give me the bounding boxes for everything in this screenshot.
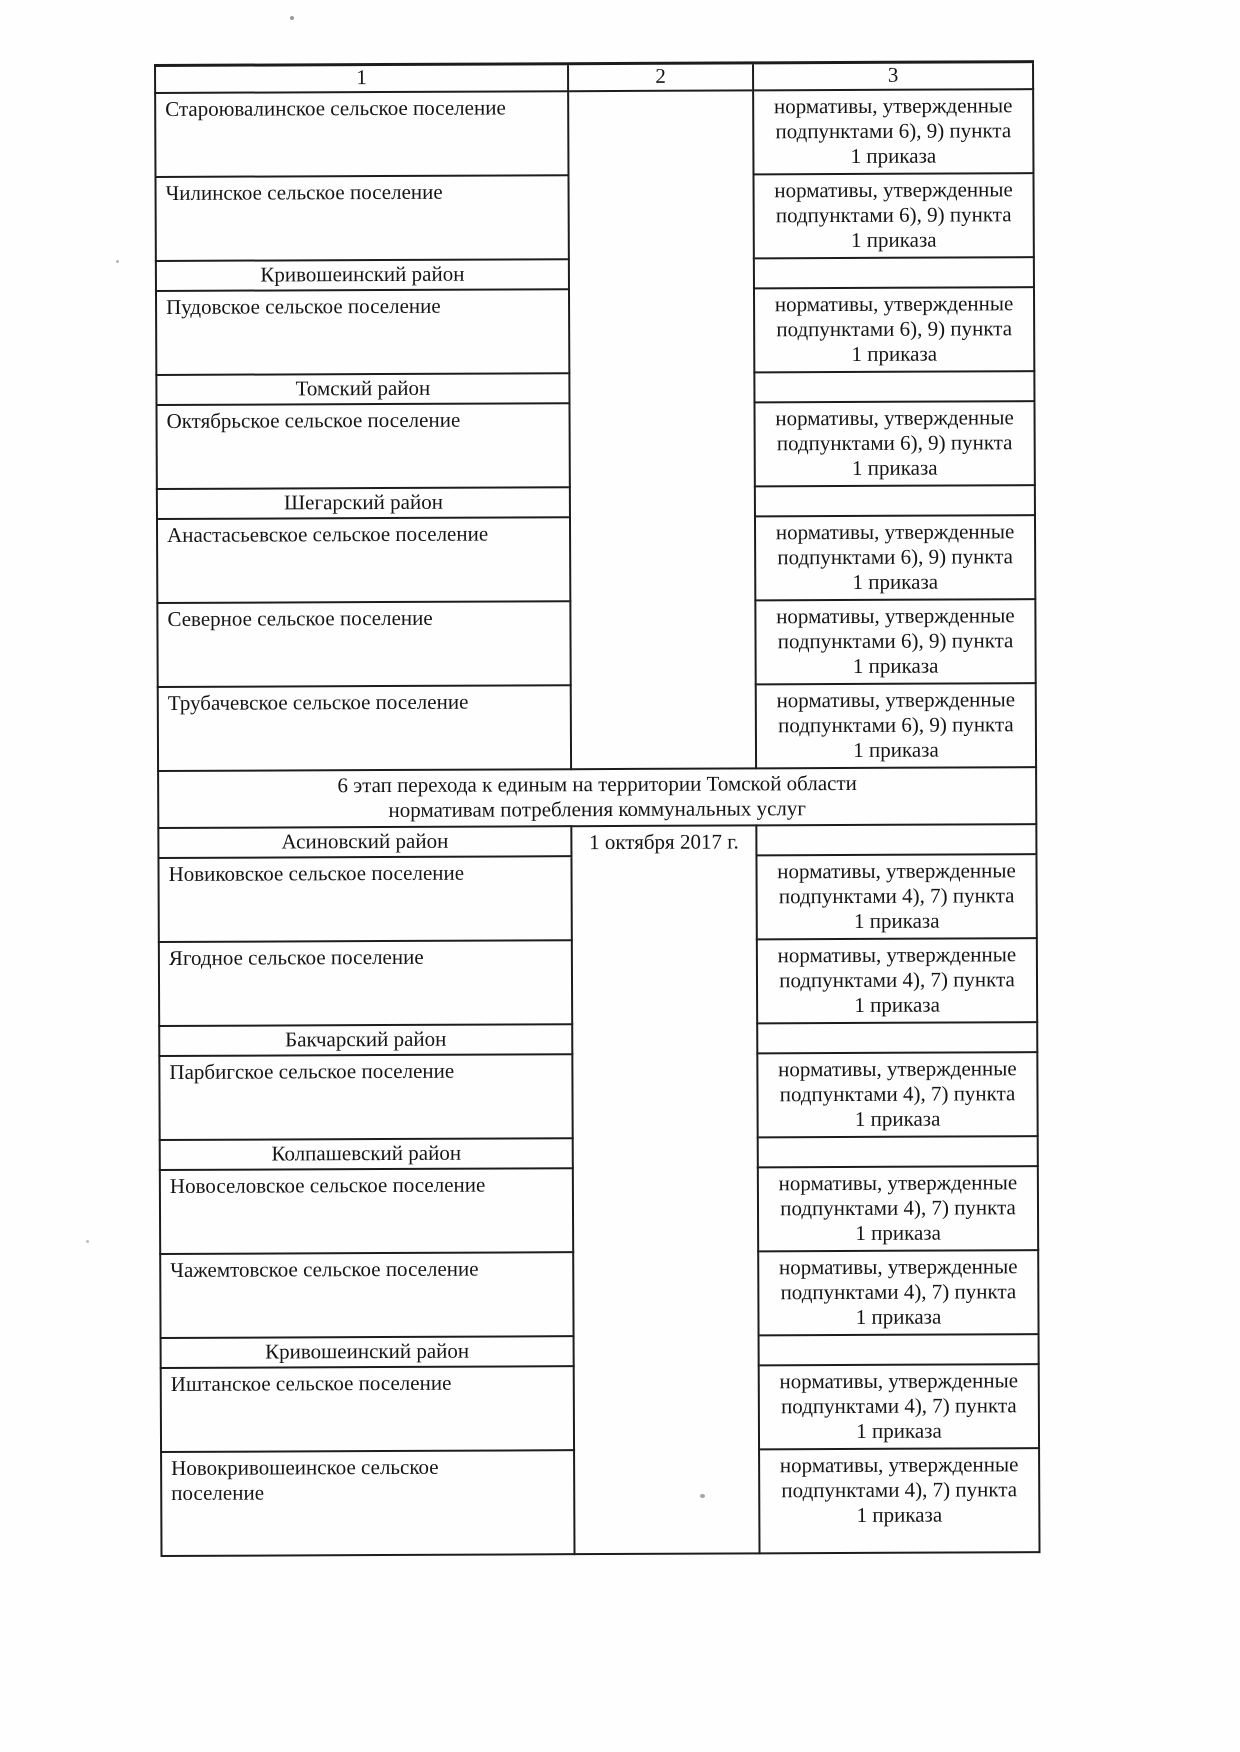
norm-reference: нормативы, утвержденные подпунктами 4), 7) пункта 1 приказа [757,1052,1037,1137]
stage-header-line2: нормативам потребления коммунальных услуг [388,795,807,822]
settlement-name: Иштанское сельское поселение [161,1366,574,1452]
settlement-name: Староювалинское сельское поселение [155,91,568,177]
settlement-name-text: Новокривошеинское сельское поселение [171,1454,439,1505]
norm-reference: нормативы, утвержденные подпунктами 6), 9) пункта 1 приказа [756,683,1036,768]
norm-reference-empty [755,485,1035,516]
settlement-name [161,1450,574,1556]
norm-reference: нормативы, утвержденные подпунктами 6), 9) пункта 1 приказа [754,287,1034,372]
column-header-3: 3 [753,62,1033,90]
stage-header-row [158,767,1036,828]
settlement-name: Ягодное сельское поселение [159,940,572,1026]
district-row [158,824,1036,858]
settlement-name: Северное сельское поселение [157,601,570,687]
table-row [155,89,1033,177]
table-header-row [155,62,1033,93]
transition-date: 1 октября 2017 г. [571,825,759,1554]
district-name: Кривошеинский район [156,259,569,291]
norm-reference: нормативы, утвержденные подпунктами 6), 9) пункта 1 приказа [754,401,1034,486]
column-header-2: 2 [568,63,753,91]
settlement-name: Парбигское сельское поселение [159,1054,572,1140]
district-name: Асиновский район [158,826,571,858]
district-name: Кривошеинский район [161,1336,574,1368]
norm-reference: нормативы, утвержденные подпунктами 6), 9) пункта 1 приказа [755,599,1035,684]
settlement-name: Пудовское сельское поселение [156,289,569,375]
district-name: Томский район [156,373,569,405]
stage-header-cell [158,767,1036,828]
stage-header-line1: 6 этап перехода к единым на территории Томской области [337,770,857,797]
settlements-norms-table [154,60,1041,1556]
norm-reference-empty [758,1136,1038,1167]
norm-reference: нормативы, утвержденные подпунктами 4), 7) пункта 1 приказа [758,1250,1038,1335]
norm-reference: нормативы, утвержденные подпунктами 6), 9) пункта 1 приказа [753,173,1033,258]
date-cell-empty [568,90,756,769]
settlement-name: Чажемтовское сельское поселение [160,1252,573,1338]
settlement-name: Трубачевское сельское поселение [158,685,571,771]
norm-reference-empty [756,824,1036,855]
norm-reference: нормативы, утвержденные подпунктами 4), 7) пункта 1 приказа [757,938,1037,1023]
norm-reference-empty [757,1022,1037,1053]
settlement-name: Октябрьское сельское поселение [156,403,569,489]
norm-reference: нормативы, утвержденные подпунктами 4), 7) пункта 1 приказа [758,1166,1038,1251]
settlement-name: Новиковское сельское поселение [158,856,571,942]
scan-speck [290,16,294,20]
norm-reference: нормативы, утвержденные подпунктами 4), 7) пункта 1 приказа [756,854,1036,939]
settlement-name: Новоселовское сельское поселение [160,1168,573,1254]
settlement-name: Чилинское сельское поселение [155,175,568,261]
norm-reference-empty [759,1334,1039,1365]
norm-reference: нормативы, утвержденные подпунктами 6), 9) пункта 1 приказа [753,89,1033,174]
settlement-name: Анастасьевское сельское поселение [157,517,570,603]
norm-reference-empty [754,257,1034,288]
district-name: Колпашевский район [160,1138,573,1170]
norm-reference: нормативы, утвержденные подпунктами 4), 7) пункта 1 приказа [759,1364,1039,1449]
document-table-wrapper [154,60,1041,1556]
norm-reference-empty [754,371,1034,402]
column-header-1: 1 [155,64,568,93]
district-name: Бакчарский район [159,1024,572,1056]
norm-reference: нормативы, утвержденные подпунктами 4), 7) пункта 1 приказа [759,1448,1039,1553]
norm-reference: нормативы, утвержденные подпунктами 6), 9) пункта 1 приказа [755,515,1035,600]
district-name: Шегарский район [157,487,570,519]
scan-speck [116,260,119,263]
scan-speck [86,1240,89,1243]
